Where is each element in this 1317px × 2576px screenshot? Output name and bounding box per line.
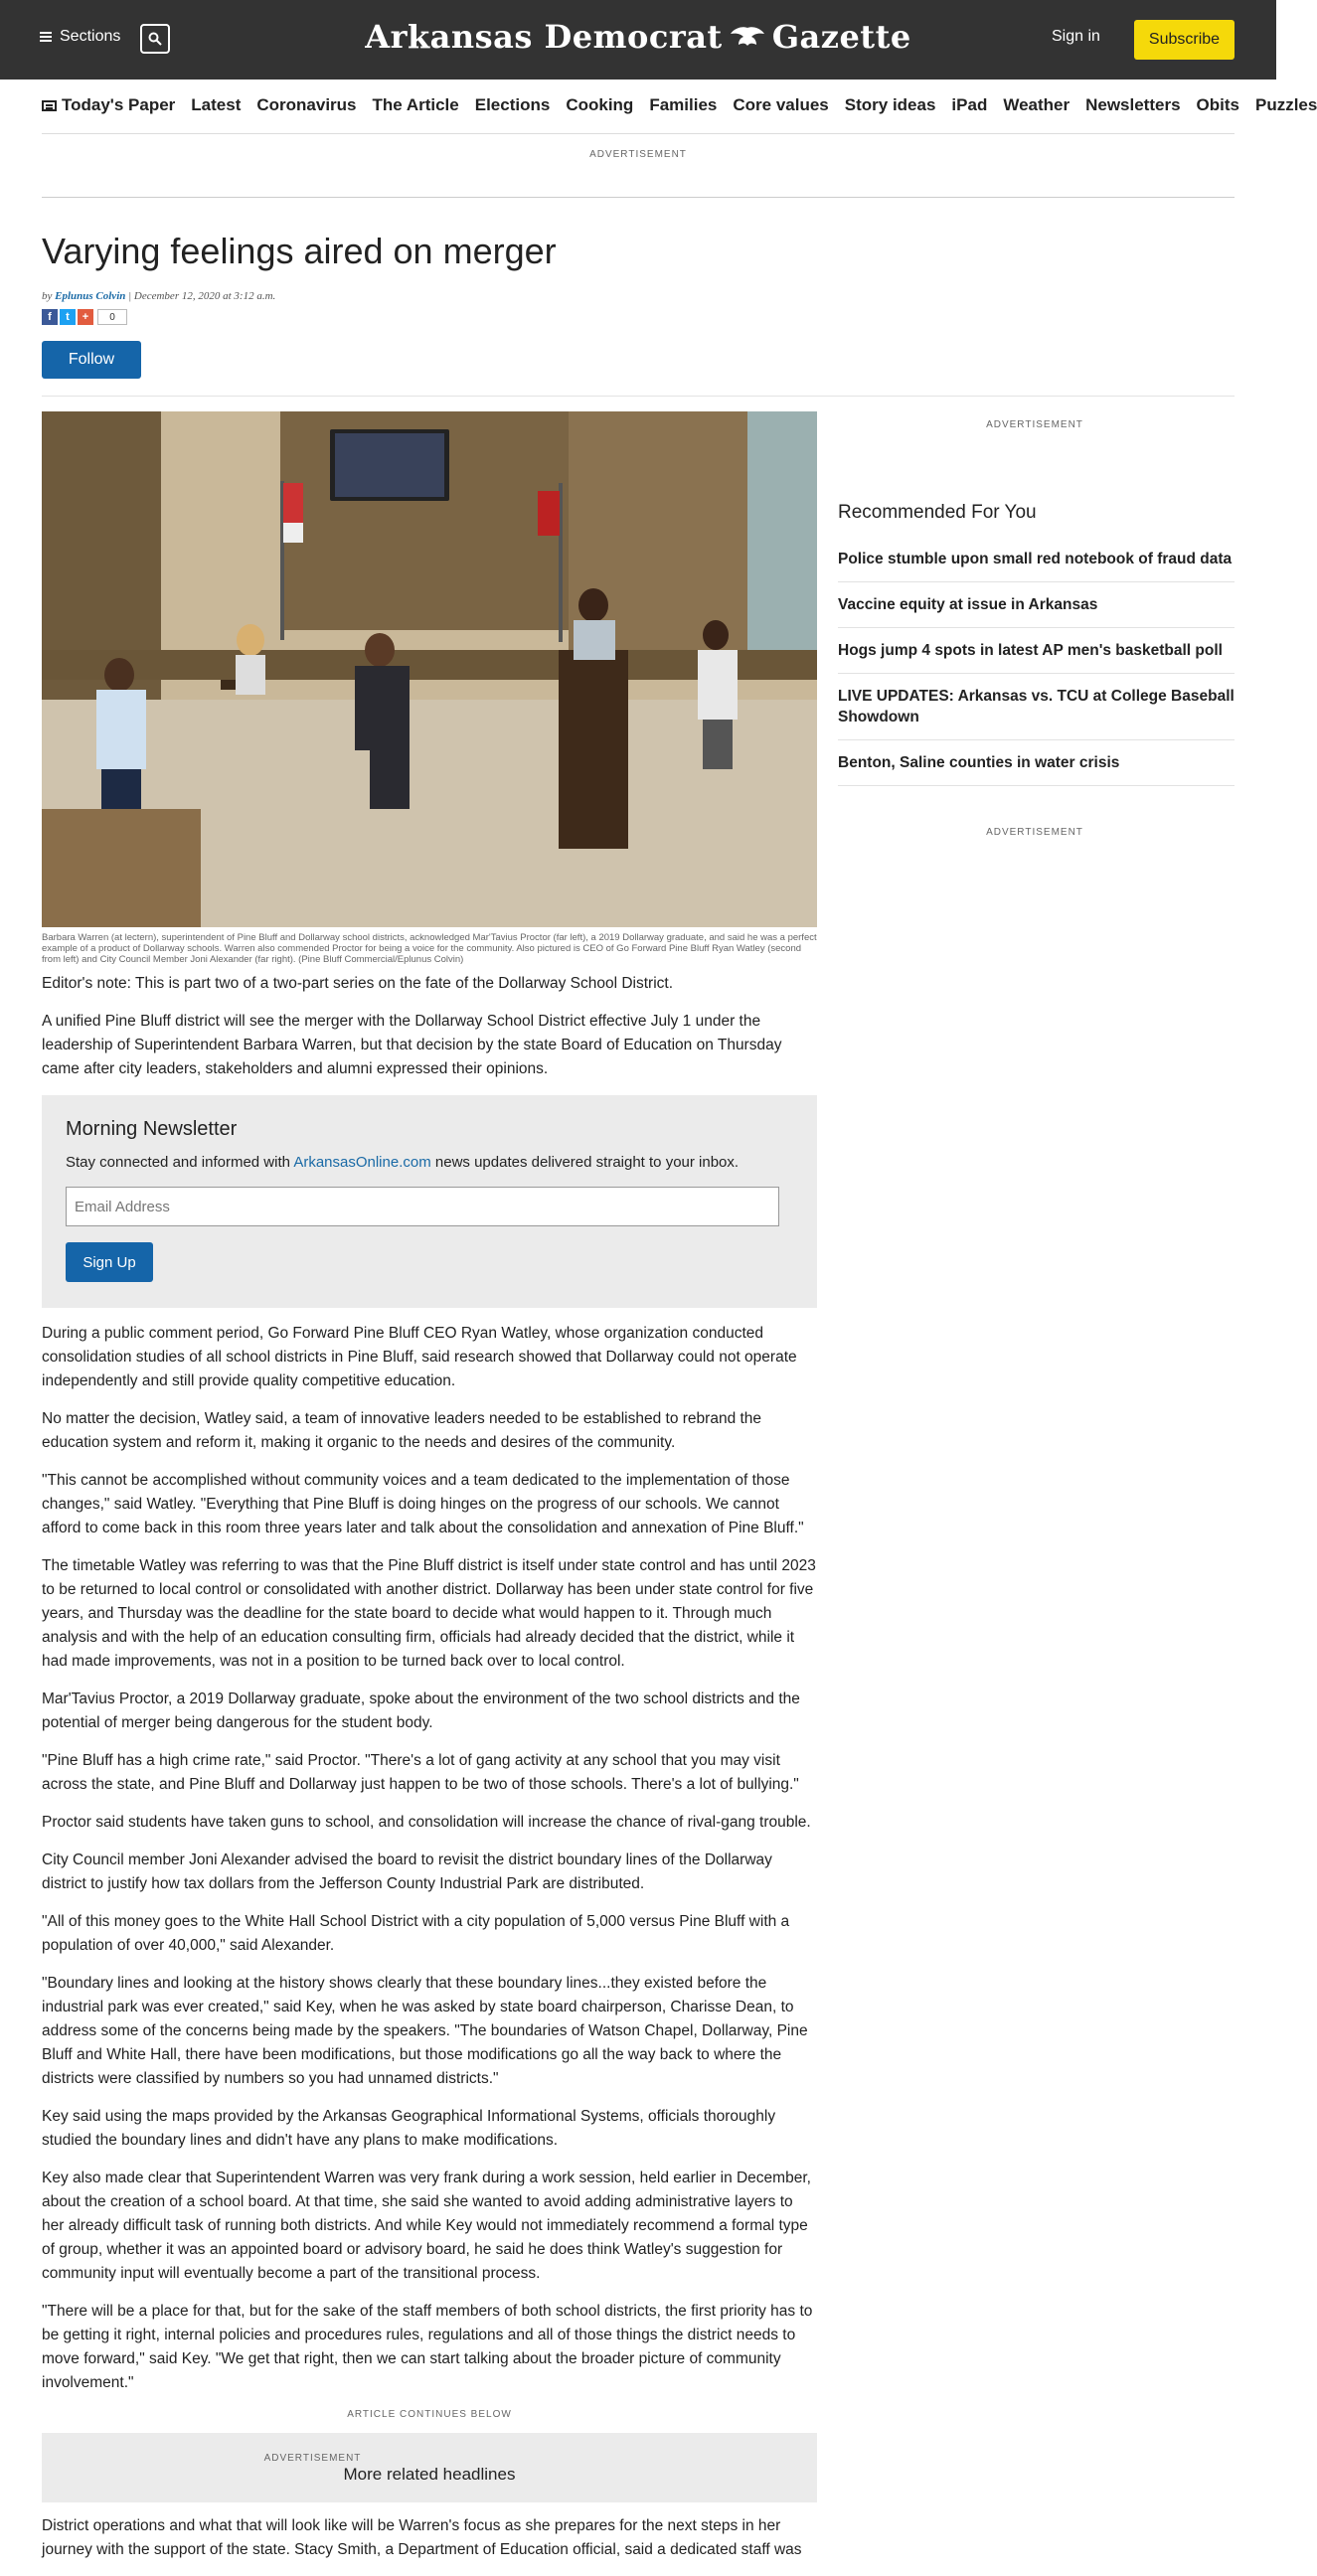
nav-item-puzzles[interactable]: Puzzles xyxy=(1254,95,1317,114)
article-continues-label: ARTICLE CONTINUES BELOW xyxy=(347,2409,512,2420)
follow-button[interactable]: Follow xyxy=(42,341,141,379)
nav-item-elections[interactable]: Elections xyxy=(474,95,551,114)
article-headline: Varying feelings aired on merger xyxy=(42,231,557,271)
article-paragraph: Mar'Tavius Proctor, a 2019 Dollarway graduate, spoke about the environment of the two school districts and the potential of merger being dangerous for the student body. xyxy=(42,1690,800,1731)
sections-label: Sections xyxy=(60,28,121,45)
author-link[interactable]: Eplunus Colvin xyxy=(55,290,126,302)
nav-item-cooking[interactable]: Cooking xyxy=(566,95,634,114)
article-paragraph: Key also made clear that Superintendent Warren was very frank during a work session, held earlier in December, about the creation of a school board. At that time, she said she wanted to avoid adding administrative layers to her already difficult task of running both districts. And while Key would not immediately recommend a formal type of group, whether it was an appointed board or advisory board, he said he does think Watley's suggestion for community input will eventually become a part of the transitional process. xyxy=(42,2170,811,2282)
logo-right-text: Gazette xyxy=(771,18,911,56)
byline xyxy=(42,290,275,302)
recommended-item[interactable]: Vaccine equity at issue in Arkansas xyxy=(838,582,1235,628)
nav-item-ipad[interactable]: iPad xyxy=(951,95,988,114)
search-icon xyxy=(148,32,162,46)
top-bar xyxy=(0,0,1276,80)
sign-in-link[interactable]: Sign in xyxy=(1052,28,1100,45)
recommended-item[interactable]: Hogs jump 4 spots in latest AP men's basketball poll xyxy=(838,628,1235,674)
sign-up-button[interactable]: Sign Up xyxy=(66,1242,153,1282)
byline-by: by xyxy=(42,290,53,302)
article-paragraph: The timetable Watley was referring to was that the Pine Bluff district is itself under state control and has until 2023 to be returned to local control or consolidated with another district. Dollarway has been under state control for five years, and Thursday was the deadline for the state board to decide what would happen to it. Through much analysis and with the help of an education consulting firm, officials had already decided that the district, while it had made improvements, was not in a position to be turned back over to local control. xyxy=(42,1557,816,1670)
article-paragraph: District operations and what that will look like will be Warren's focus as she prepares for the next steps in her journey with the support of the state. Stacy Smith, a Department of Education official, said a dedicated staff was xyxy=(42,2517,802,2558)
related-headlines-title[interactable]: More related headlines xyxy=(343,2465,516,2484)
subscribe-button[interactable]: Subscribe xyxy=(1134,20,1235,60)
article-paragraph: "Pine Bluff has a high crime rate," said Proctor. "There's a lot of gang activity at any school that you may visit across the state, and Pine Bluff and Dollarway just happen to be two of those schools. There's a lot of bullying." xyxy=(42,1752,799,1793)
share-bar xyxy=(42,309,127,325)
recommended-item[interactable]: LIVE UPDATES: Arkansas vs. TCU at College Baseball Showdown xyxy=(838,674,1235,740)
related-headlines-box xyxy=(42,2433,817,2502)
newsletter-title: Morning Newsletter xyxy=(66,1118,238,1140)
nav-item-core-values[interactable]: Core values xyxy=(733,95,829,114)
article-paragraph: "Boundary lines and looking at the history shows clearly that these boundary lines...they existed before the industrial park was ever created," said Key, when he was asked by state board chairperson, Charisse Dean, to address some of the concerns being made by the speakers. "The boundaries of Watson Chapel, Dollarway, Pine Bluff and White Hall, there have been modifications, but those modifications go all the way back to where the districts were classified by numbers so you had unnamed districts." xyxy=(42,1975,808,2087)
sections-menu-button[interactable] xyxy=(40,28,120,46)
email-field[interactable] xyxy=(66,1187,779,1226)
article-paragraph: City Council member Joni Alexander advised the board to revisit the district boundary lines of the Dollarway district to justify how tax dollars from the Jefferson County Industrial Park are distributed. xyxy=(42,1852,772,1892)
article-paragraph: "All of this money goes to the White Hall School District with a city population of 5,000 versus Pine Bluff with a population of over 40,000," said Alexander. xyxy=(42,1913,790,1954)
ad-divider xyxy=(42,197,1235,198)
meeting-room-photo xyxy=(42,411,817,927)
nav-item-newsletters[interactable]: Newsletters xyxy=(1085,95,1181,114)
nav-item-weather[interactable]: Weather xyxy=(1003,95,1070,114)
article-paragraph: Key said using the maps provided by the Arkansas Geographical Informational Systems, officials thoroughly studied the boundary lines and didn't have any plans to make modifications. xyxy=(42,2108,776,2149)
article-paragraph: "There will be a place for that, but for the sake of the staff members of both school districts, the first priority has to be getting it right, internal policies and procedures rules, regulations and all of those things the district needs to move forward," said Key. "We get that right, then we can start talking about the broader picture of community involvement." xyxy=(42,2303,813,2391)
article-paragraph: A unified Pine Bluff district will see the merger with the Dollarway School District effective July 1 under the leadership of Superintendent Barbara Warren, but that decision by the state Board of Education on Thursday came after city leaders, stakeholders and alumni expressed their opinions. xyxy=(42,1013,782,1077)
newsletter-signup xyxy=(42,1095,817,1308)
headline-divider xyxy=(42,396,1235,397)
nav-divider xyxy=(42,133,1235,134)
sidebar-ad-label: ADVERTISEMENT xyxy=(986,419,1083,430)
article-paragraph: "This cannot be accomplished without community voices and a team dedicated to the implementation of those changes," said Watley. "Everything that Pine Bluff is doing hinges on the progress of our schools. We cannot afford to come back in this room three years later and talk about the consolidation and annexation of Pine Bluff." xyxy=(42,1472,804,1536)
article-body xyxy=(42,972,817,2576)
article-paragraph: Editor's note: This is part two of a two-part series on the fate of the Dollarway School District. xyxy=(42,975,674,992)
article-photo[interactable] xyxy=(42,411,817,927)
search-button[interactable] xyxy=(140,24,170,54)
article-paragraph: During a public comment period, Go Forward Pine Bluff CEO Ryan Watley, whose organization conducted consolidation studies of all school districts in Pine Bluff, said research showed that Dollarway could not operate independently and still provide quality competitive education. xyxy=(42,1325,797,1389)
publish-date: | December 12, 2020 at 3:12 a.m. xyxy=(128,290,276,302)
nav-item-obits[interactable]: Obits xyxy=(1196,95,1239,114)
facebook-share-icon[interactable]: f xyxy=(42,309,58,325)
recommended-item[interactable]: Police stumble upon small red notebook of fraud data xyxy=(838,537,1235,582)
nav-item-families[interactable]: Families xyxy=(649,95,718,114)
article-paragraph: Proctor said students have taken guns to school, and consolidation will increase the chance of rival-gang trouble. xyxy=(42,1814,811,1831)
hamburger-icon xyxy=(40,32,52,42)
sidebar-ad-label-bottom: ADVERTISEMENT xyxy=(986,827,1083,838)
twitter-share-icon[interactable]: t xyxy=(60,309,76,325)
nav-item-the-article[interactable]: The Article xyxy=(372,95,459,114)
recommended-list xyxy=(838,537,1235,786)
eagle-emblem-icon xyxy=(729,24,766,50)
newsletter-text xyxy=(66,1151,793,1175)
nav-item-latest[interactable]: Latest xyxy=(191,95,242,114)
ad-label-top: ADVERTISEMENT xyxy=(589,149,687,160)
newsletter-text-before: Stay connected and informed with xyxy=(66,1154,294,1171)
newsletter-text-after: news updates delivered straight to your inbox. xyxy=(430,1154,740,1171)
ad-label-related: ADVERTISEMENT xyxy=(263,2453,362,2464)
plus-share-icon[interactable]: + xyxy=(78,309,93,325)
recommended-item[interactable]: Benton, Saline counties in water crisis xyxy=(838,740,1235,786)
nav-item-story-ideas[interactable]: Story ideas xyxy=(844,95,936,114)
nav-item-coronavirus[interactable]: Coronavirus xyxy=(256,95,357,114)
photo-caption: Barbara Warren (at lectern), superintendent of Pine Bluff and Dollarway school districts, acknowledged Mar'Tavius Proctor (far left), a 2019 Dollarway graduate, and said he was a perfect example of a product of Dollarway schools. Warren also commended Proctor for being a voice for the community. Also pictured is CEO of Go Forward Pine Bluff Ryan Watley (second from left) and City Council Member Joni Alexander (far right). (Pine Bluff Commercial/Eplunus Colvin) xyxy=(42,932,817,965)
article-paragraph: No matter the decision, Watley said, a team of innovative leaders needed to be established to rebrand the education system and reform it, making it organic to the needs and desires of the community. xyxy=(42,1410,762,1451)
share-count: 0 xyxy=(97,309,127,325)
nav-item-todays-paper[interactable] xyxy=(42,91,175,119)
logo-left-text: Arkansas Democrat xyxy=(365,18,723,56)
nav-label: Today's Paper xyxy=(62,95,176,114)
recommended-title: Recommended For You xyxy=(838,502,1037,523)
newspaper-icon xyxy=(42,100,57,111)
newsletter-site-link[interactable]: ArkansasOnline.com xyxy=(293,1154,431,1171)
main-nav xyxy=(42,91,1317,119)
